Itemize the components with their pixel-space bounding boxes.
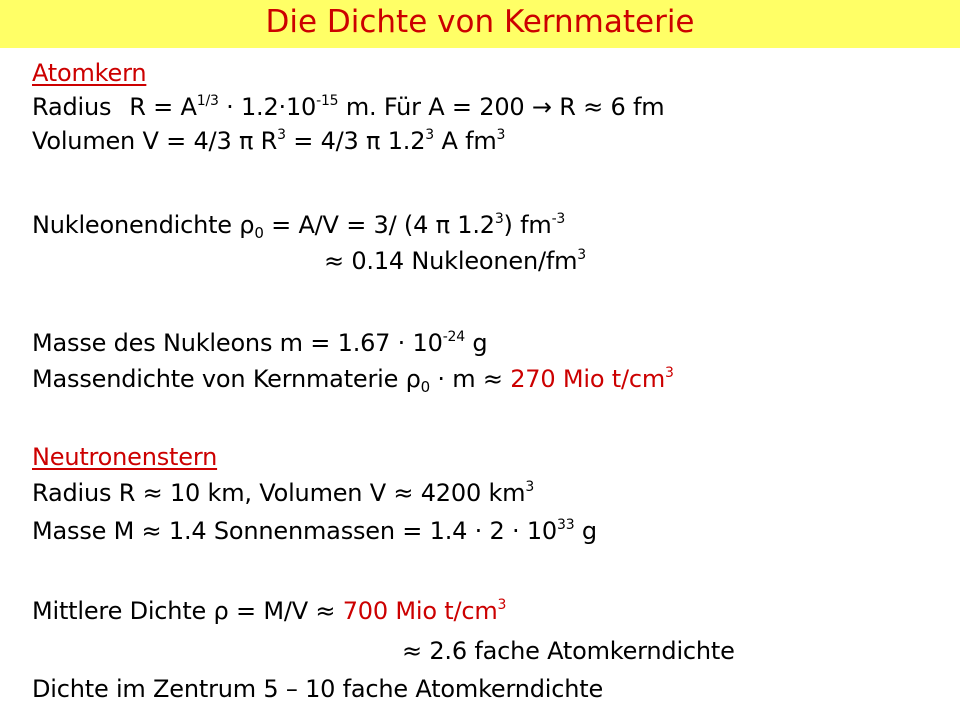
mittlere-dichte-exponent: 3 — [497, 597, 507, 613]
faktor-line — [32, 636, 735, 666]
volumen-exponent-3: 3 — [496, 127, 506, 143]
section-heading-atomkern: Atomkern — [32, 59, 147, 87]
zentrum-line: Dichte im Zentrum 5 – 10 fache Atomkerndichte — [32, 675, 604, 703]
masse-nukleon-exponent: -24 — [442, 329, 465, 345]
massendichte-line — [32, 364, 674, 394]
nukleonendichte-pre: Nukleonendichte ρ — [32, 211, 255, 239]
volumen-exponent-2: 3 — [425, 127, 435, 143]
radius-label: Radius — [32, 93, 112, 121]
masse-nukleon-pre: Masse des Nukleons m = 1.67 · 10 — [32, 329, 443, 357]
neutronenstern-masse-exponent: 33 — [557, 517, 575, 533]
section-heading-neutronenstern: Neutronenstern — [32, 443, 218, 471]
volumen-mid: = 4/3 π 1.2 — [285, 127, 426, 155]
neutronenstern-radius-text: Radius R ≈ 10 km, Volumen V ≈ 4200 km — [32, 479, 526, 507]
volumen-pre: Volumen V = 4/3 π R — [32, 127, 278, 155]
radius-formula-pre: R = A — [129, 93, 197, 121]
nukleonendichte-value-exponent: 3 — [577, 247, 587, 263]
radius-exponent-2: -15 — [316, 93, 339, 109]
neutronenstern-masse-line — [32, 516, 597, 546]
masse-nukleon-post: g — [464, 329, 488, 357]
neutronenstern-radius-exponent: 3 — [525, 479, 535, 495]
nukleonendichte-value-line — [32, 246, 586, 276]
neutronenstern-radius-line — [32, 478, 534, 508]
massendichte-mid: · m ≈ — [429, 365, 511, 393]
nukleonendichte-subscript: 0 — [254, 224, 264, 242]
nukleonendichte-line — [32, 210, 565, 240]
volumen-line — [32, 126, 505, 156]
nukleonendichte-exponent-1: 3 — [494, 211, 504, 227]
neutronenstern-masse-pre: Masse M ≈ 1.4 Sonnenmassen = 1.4 · 2 · 10 — [32, 517, 557, 545]
radius-formula-post: m. Für A = 200 → R ≈ 6 fm — [338, 93, 665, 121]
massendichte-pre: Massendichte von Kernmaterie ρ — [32, 365, 421, 393]
page-title: Die Dichte von Kernmaterie — [265, 4, 695, 40]
massendichte-subscript: 0 — [420, 378, 430, 396]
faktor-text: ≈ 2.6 fache Atomkerndichte — [402, 637, 735, 665]
radius-formula-mid: · 1.2·10 — [218, 93, 317, 121]
mittlere-dichte-value: 700 Mio t/cm — [342, 597, 498, 625]
neutronenstern-masse-post: g — [574, 517, 597, 545]
mittlere-dichte-pre: Mittlere Dichte ρ = M/V ≈ — [32, 597, 343, 625]
mittlere-dichte-line — [32, 596, 506, 626]
volumen-exponent-1: 3 — [277, 127, 286, 143]
radius-exponent-1: 1/3 — [196, 93, 219, 109]
nukleonendichte-exponent-2: -3 — [551, 211, 566, 227]
volumen-post: A fm — [434, 127, 497, 155]
nukleonendichte-mid: = A/V = 3/ (4 π 1.2 — [263, 211, 495, 239]
radius-line — [32, 92, 664, 122]
massendichte-exponent: 3 — [665, 365, 674, 381]
nukleonendichte-post: ) fm — [503, 211, 552, 239]
masse-nukleon-line — [32, 328, 487, 358]
massendichte-value: 270 Mio t/cm — [510, 365, 666, 393]
nukleonendichte-value: ≈ 0.14 Nukleonen/fm — [324, 247, 578, 275]
